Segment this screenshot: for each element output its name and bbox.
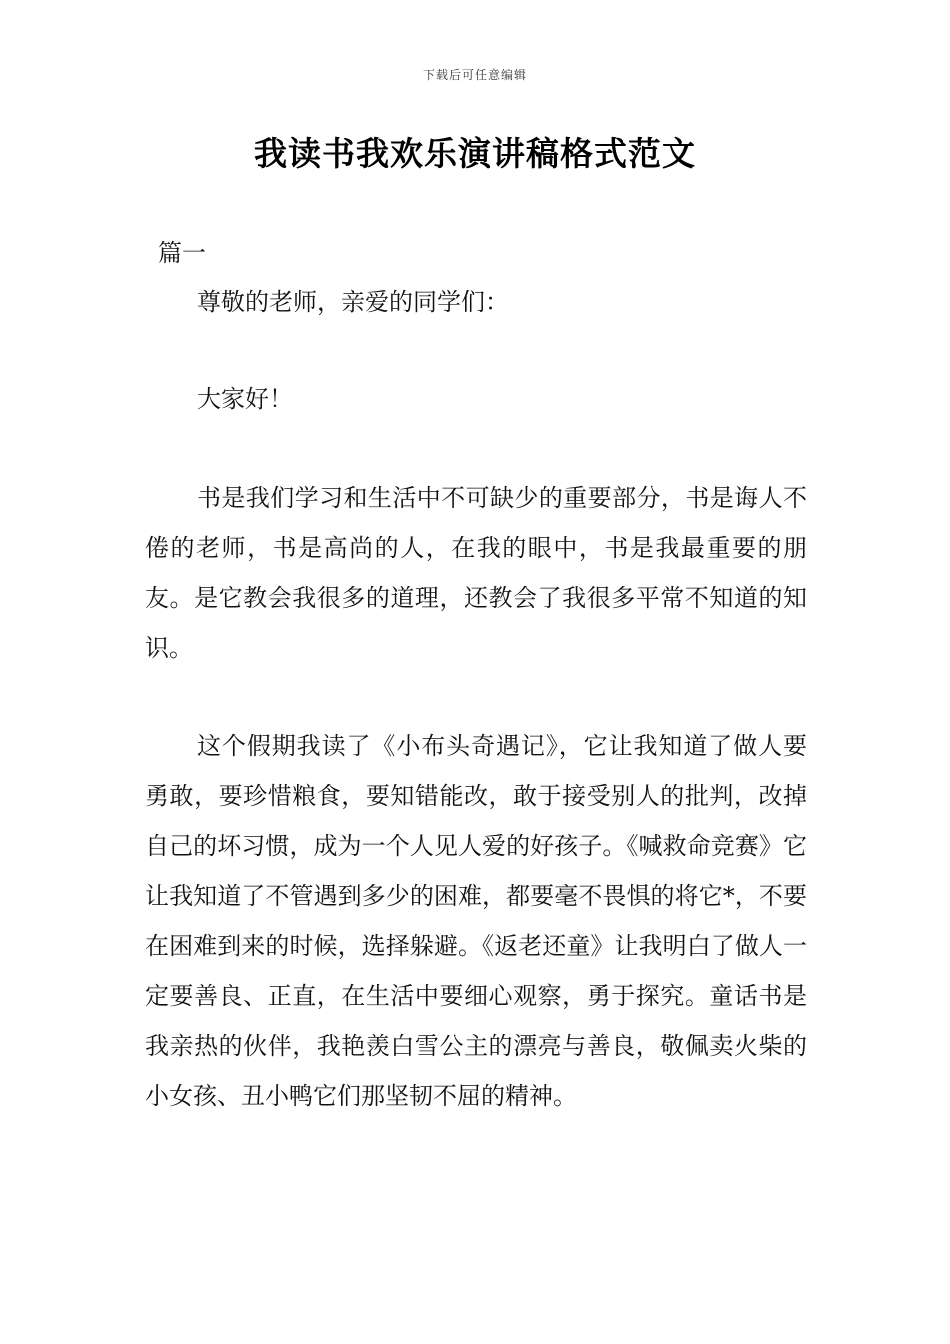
document-title: 我读书我欢乐演讲稿格式范文 (254, 134, 696, 173)
header-note: 下载后可任意编辑 (422, 68, 527, 82)
hello-paragraph: 大家好！ (197, 385, 293, 413)
body-paragraph-2: 这个假期我读了《小布头奇遇记》，它让我知道了做人要勇敢，要珍惜粮食，要知错能改，敢于接受别人的批判，改掉自己的坏习惯，成为一个人见人爱的好孩子。《喊救命竞赛》它让我知道了不管遇到多少的困难，都要毫不畏惧的将它*，不要在困难到来的时候，选择躲避。《返老还童》让我明白了做人一定要善良、正直，在生活中要细心观察，勇于探究。童话书是我亲热的伙伴，我艳羡白雪公主的漂亮与善良，敬佩卖火柴的小女孩、丑小鸭它们那坚韧不屈的精神。 (145, 732, 807, 1110)
body-paragraph-1: 书是我们学习和生活中不可缺少的重要部分，书是诲人不倦的老师，书是高尚的人，在我的眼中，书是我最重要的朋友。是它教会我很多的道理，还教会了我很多平常不知道的知识。 (145, 484, 807, 662)
greeting-paragraph: 尊敬的老师，亲爱的同学们： (197, 288, 509, 316)
section-label: 篇一 (158, 239, 206, 267)
